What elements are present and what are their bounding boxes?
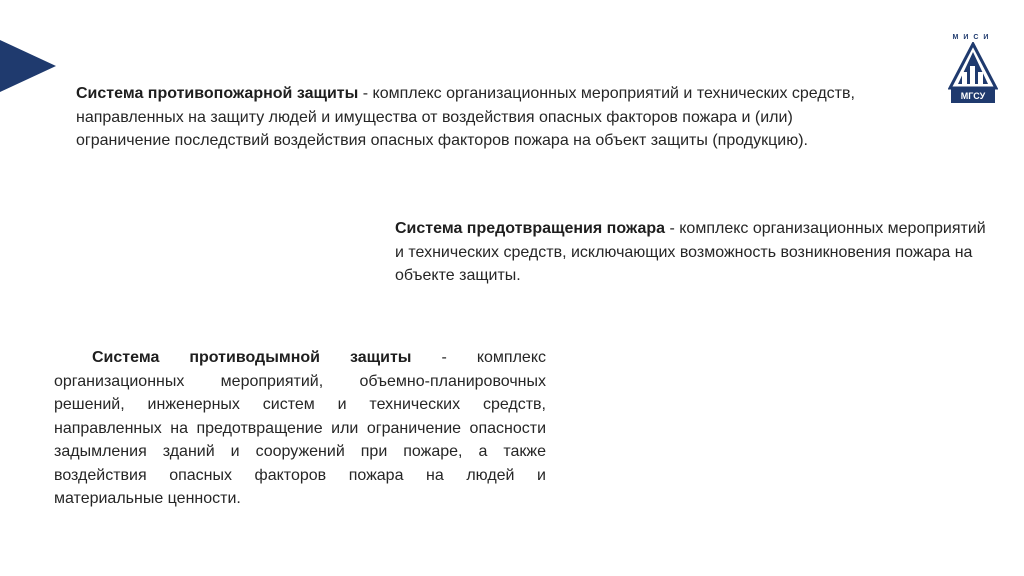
definition-fire-protection-system	[76, 82, 866, 153]
building-logo-icon	[948, 42, 998, 90]
definition-term: Система противодымной защиты	[92, 349, 412, 366]
definition-term: Система противопожарной защиты	[76, 85, 359, 102]
logo-top-text: МИСИ	[952, 34, 994, 41]
definition-text: - комплекс организационных мероприятий и технических средств, направленных на защиту людей и имущества от воздействия опасных факторов пожара и (или) ограничение последствий воздействия опасных факторов пожара на объект защиты (продукцию).	[76, 85, 855, 149]
corner-arrow-icon	[0, 40, 56, 92]
definition-smoke-protection-system	[54, 346, 546, 511]
logo-bottom-text: МГСУ	[951, 89, 995, 103]
definition-fire-prevention-system	[395, 217, 995, 288]
definition-text: - комплекс организационных мероприятий и технических средств, исключающих возможность возникновения пожара на объекте защиты.	[395, 220, 986, 284]
university-logo	[948, 34, 998, 106]
definition-term: Система предотвращения пожара	[395, 220, 666, 237]
definition-text: - комплекс организационных мероприятий, объемно-планировочных решений, инженерных систем и технических средств, направленных на предотвращение или ограничение опасности задымления зданий и сооружений при пожаре, а также воздействия опасных факторов пожара на людей и материальные ценности.	[54, 349, 546, 507]
